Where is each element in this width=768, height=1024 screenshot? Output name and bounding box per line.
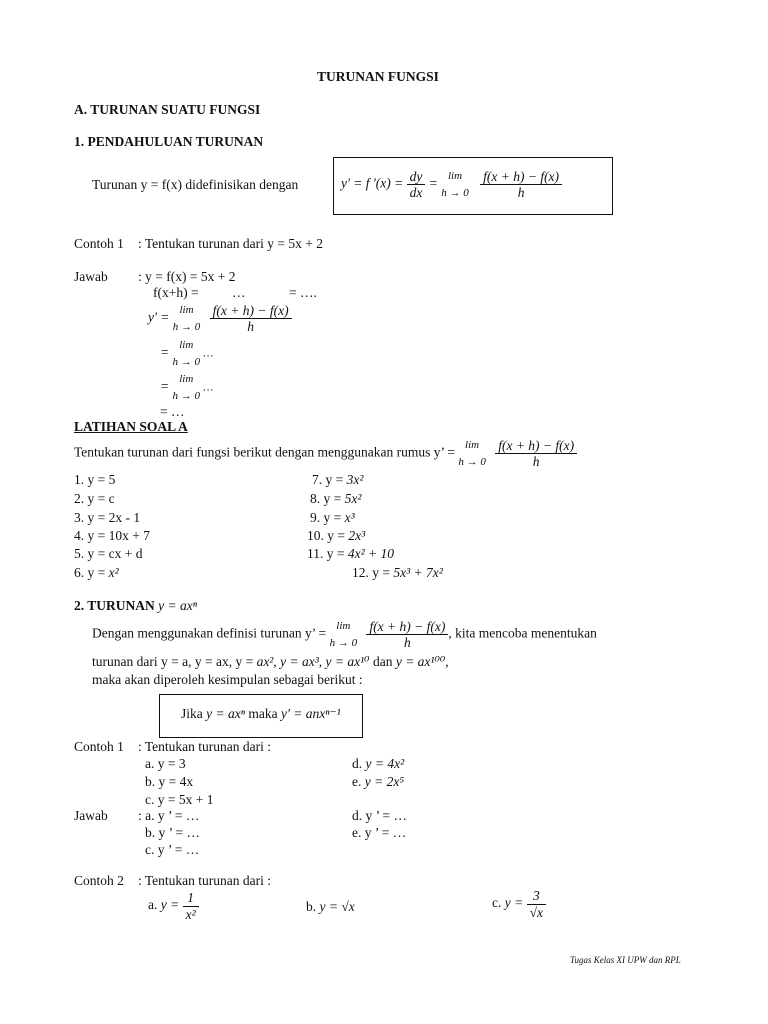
latihan-item: 3. y = 2x - 1 — [74, 510, 141, 525]
dy-dx-fraction: $\frac{dy}{dx}$ — [407, 170, 426, 200]
latihan-limit: lim h → 0 — [458, 439, 486, 468]
definition-formula — [341, 168, 562, 201]
contoh2-text: : Tentukan turunan dari : — [138, 873, 272, 888]
jawab-label: Jawab — [74, 269, 108, 284]
latihan-difference-quotient: $\frac{f(x + h) - f(x)}{h}$ — [495, 439, 577, 469]
contoh1b-item: e. y = 2x⁵ — [352, 774, 405, 789]
jawab-step2: = lim h → 0 … — [160, 339, 214, 368]
latihan-item: 7. y = 3x² — [312, 472, 364, 487]
latihan-item: 10. y = 2x³ — [307, 528, 366, 543]
jawab2-item: b. y ’ = … — [145, 825, 200, 840]
latihan-item: 5. y = cx + d — [74, 546, 143, 561]
latihan-item: 6. y = x² — [74, 565, 119, 580]
jawab-difference-quotient: $\frac{f(x + h) - f(x)}{h}$ — [210, 304, 292, 334]
contoh1-label: Contoh 1 — [74, 236, 124, 251]
contoh1b-item: c. y = 5x + 1 — [145, 792, 214, 807]
jawab-yprime-formula — [148, 302, 292, 335]
jawab-step3: = lim h → 0 … — [160, 373, 214, 402]
section2-para1: Dengan menggunakan definisi turunan y’ = lim h → 0 $\frac{f(x + h) - f(x)}{h}$ , kita mencoba menentukan — [92, 618, 597, 650]
def-lhs: y' = f '(x) = — [341, 175, 404, 191]
section2-para2: turunan dari y = a, y = ax, y = ax², y = ax³, y = ax¹⁰ dan y = ax¹⁰⁰, — [92, 654, 449, 669]
section2-difference-quotient: $\frac{f(x + h) - f(x)}{h}$ — [366, 620, 448, 650]
latihan-item: 2. y = c — [74, 491, 115, 506]
contoh1b-text: : Tentukan turunan dari : — [138, 739, 272, 754]
def-difference-quotient: $\frac{f(x + h) - f(x)}{h}$ — [480, 170, 562, 200]
jawab2-item: d. y ’ = … — [352, 808, 407, 823]
jawab2-label: Jawab — [74, 808, 108, 823]
latihan-item: 11. y = 4x² + 10 — [307, 546, 395, 561]
jawab-line2b: … — [232, 285, 246, 300]
latihan-item: 12. y = 5x³ + 7x² — [352, 565, 443, 580]
section-2-heading: 2. TURUNAN y = axⁿ — [74, 598, 197, 613]
jawab-line2c: = …. — [289, 285, 317, 300]
jawab2-item: e. y ’ = … — [352, 825, 407, 840]
page-footer: Tugas Kelas XI UPW dan RPL — [570, 955, 681, 965]
jawab-line2a: f(x+h) = — [153, 285, 199, 300]
jawab-limit: lim h → 0 — [172, 304, 201, 333]
page-title: TURUNAN FUNGSI — [317, 69, 439, 84]
section-1-heading: 1. PENDAHULUAN TURUNAN — [74, 134, 264, 149]
section2-limit: lim h → 0 — [329, 620, 358, 649]
contoh2-b: b. y = √x — [306, 899, 355, 914]
contoh1-text: : Tentukan turunan dari y = 5x + 2 — [138, 236, 323, 251]
contoh1b-item: d. y = 4x² — [352, 756, 405, 771]
contoh2-a: a. y = $\frac{1}{\text{x²}}$ — [148, 891, 199, 921]
jawab2-item: : a. y ’ = … — [138, 808, 200, 823]
latihan-heading: LATIHAN SOAL A — [74, 419, 188, 434]
contoh2-c: c. y = $\frac{3}{√x}$ — [492, 889, 546, 919]
power-rule: Jika y = axⁿ maka y' = anxⁿ⁻¹ — [181, 706, 341, 721]
latihan-instruction — [74, 437, 577, 470]
section-a-heading: A. TURUNAN SUATU FUNGSI — [74, 102, 261, 117]
latihan-item: 4. y = 10x + 7 — [74, 528, 150, 543]
contoh1b-item: a. y = 3 — [145, 756, 186, 771]
latihan-item: 1. y = 5 — [74, 472, 116, 487]
def-limit: lim h → 0 — [441, 170, 469, 199]
contoh1b-label: Contoh 1 — [74, 739, 124, 754]
latihan-item: 9. y = x³ — [310, 510, 355, 525]
section2-para3: maka akan diperoleh kesimpulan sebagai berikut : — [92, 672, 363, 687]
contoh1b-item: b. y = 4x — [145, 774, 194, 789]
latihan-item: 8. y = 5x² — [310, 491, 362, 506]
jawab-line1: : y = f(x) = 5x + 2 — [138, 269, 236, 284]
jawab-step4: = … — [160, 404, 185, 419]
yprime-label: y' = — [148, 309, 170, 325]
jawab2-item: c. y ’ = … — [145, 842, 200, 857]
instruction-text: Tentukan turunan dari fungsi berikut dengan menggunakan rumus y’ = — [74, 444, 455, 460]
contoh2-label: Contoh 2 — [74, 873, 124, 888]
definition-text: Turunan y = f(x) didefinisikan dengan — [92, 177, 299, 192]
def-eq: = — [428, 175, 438, 191]
